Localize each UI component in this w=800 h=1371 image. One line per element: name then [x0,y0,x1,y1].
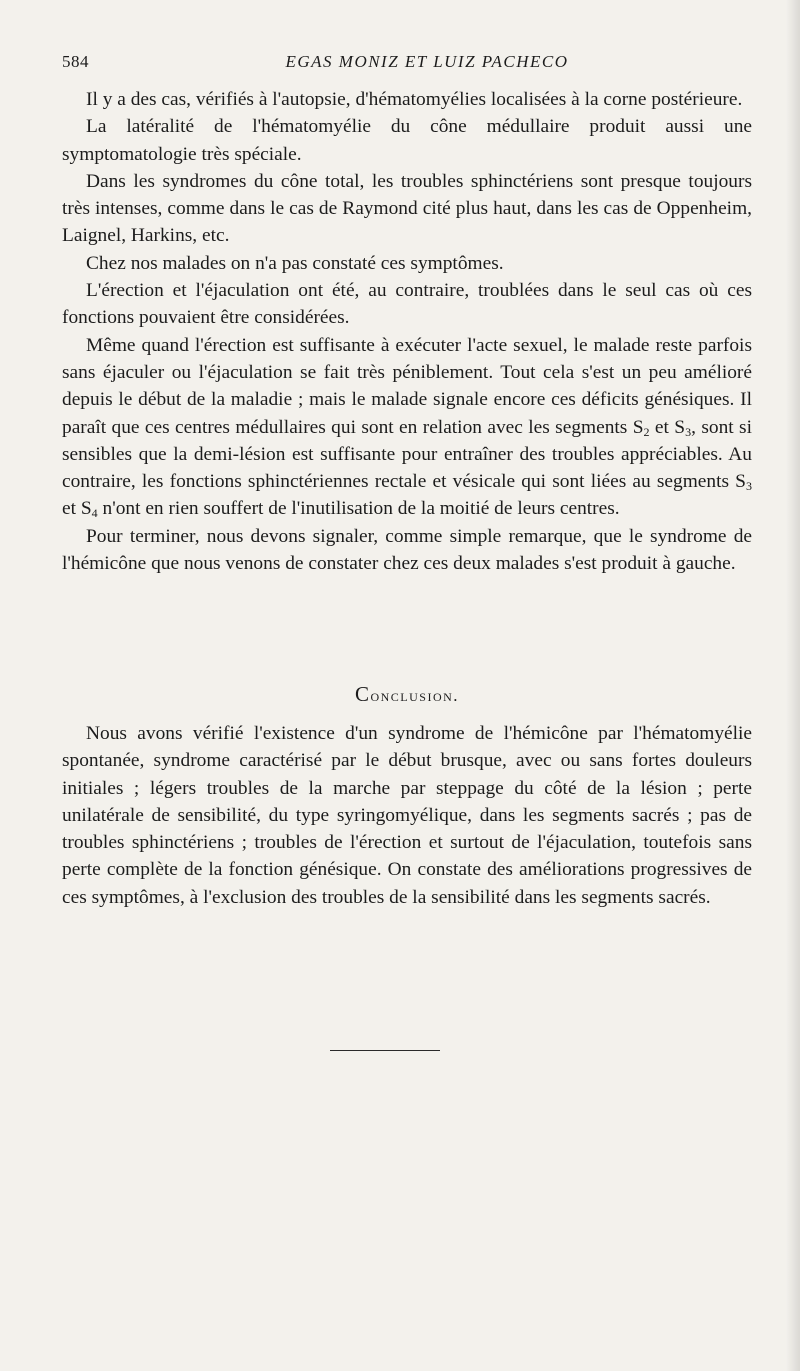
section-title [62,682,752,707]
subscript: 2 [643,424,650,439]
section-title-rest: onclusion [370,686,454,705]
paragraph-text: et S [649,416,686,438]
paragraph: Chez nos malades on n'a pas constaté ces symptômes. [86,252,504,274]
paragraph: La latéralité de l'hématomyélie du cône médullaire produit aussi une symptomatologie très spéciale. [62,116,752,165]
subscript: 3 [745,479,752,494]
page-header [62,52,752,76]
end-rule [330,1050,440,1051]
page-edge-shadow [786,0,800,1371]
paragraph-text: , sont si sensibles que la demi-lésion est suffisante pour entraîner des troubles appréciables. Au contraire, les fonctions sphinctériennes rectale et vésicale qui sont liées au segments S [62,416,752,493]
subscript: 3 [685,424,692,439]
paragraph-text: Même quand l'érection est suffisante à exécuter l'acte sexuel, le malade reste parfois sans éjaculer ou l'éjaculation se fait très péniblement. Tout cela s'est un peu amélioré depuis le début de la maladie ; mais le malade signale encore ces déficits génésiques. Il paraît que ces centres médullaires qui sont en relation avec les segments S [62,334,752,438]
paragraph: Il y a des cas, vérifiés à l'autopsie, d'hématomyélies localisées à la corne postérieure. [86,89,743,110]
section-title-initial: C [354,682,371,706]
page-number: 584 [62,52,89,71]
subscript: 4 [91,506,98,521]
running-head: EGAS MONIZ ET LUIZ PACHECO [285,52,569,71]
section-title-period: . [453,686,460,705]
paragraph: L'érection et l'éjaculation ont été, au contraire, troublées dans le seul cas où ces fonctions pouvaient être considérées. [62,280,752,329]
conclusion-paragraph: Nous avons vérifié l'existence d'un syndrome de l'hémicône par l'hématomyélie spontanée, syndrome caractérisé par le début brusque, avec ou sans fortes douleurs initiales ; légers troubles de la marche par steppage du côté de la lésion ; perte unilatérale de sensibilité, du type syringomyélique, dans les segments sacrés ; pas de troubles sphinctériens ; troubles de l'érection et surtout de l'éjaculation, toutefois sans perte complète de la fonction génésique. On constate des améliorations progressives de ces symptômes, à l'exclusion des troubles de la sensibilité dans les segments sacrés. [62,723,752,908]
body-text [62,86,752,577]
paragraph: Dans les syndromes du cône total, les troubles sphinctériens sont presque toujours très intenses, comme dans le cas de Raymond cité plus haut, dans les cas de Oppenheim, Laignel, Harkins, etc. [62,170,752,247]
paragraph-text: et S [62,498,92,520]
conclusion-text [62,720,752,911]
paragraph-text: n'ont en rien souffert de l'inutilisation de la moitié de leurs centres. [97,498,620,520]
paragraph [62,332,752,523]
paragraph: Pour terminer, nous devons signaler, comme simple remarque, que le syndrome de l'hémicône que nous venons de constater chez ces deux malades s'est produit à gauche. [62,525,752,575]
